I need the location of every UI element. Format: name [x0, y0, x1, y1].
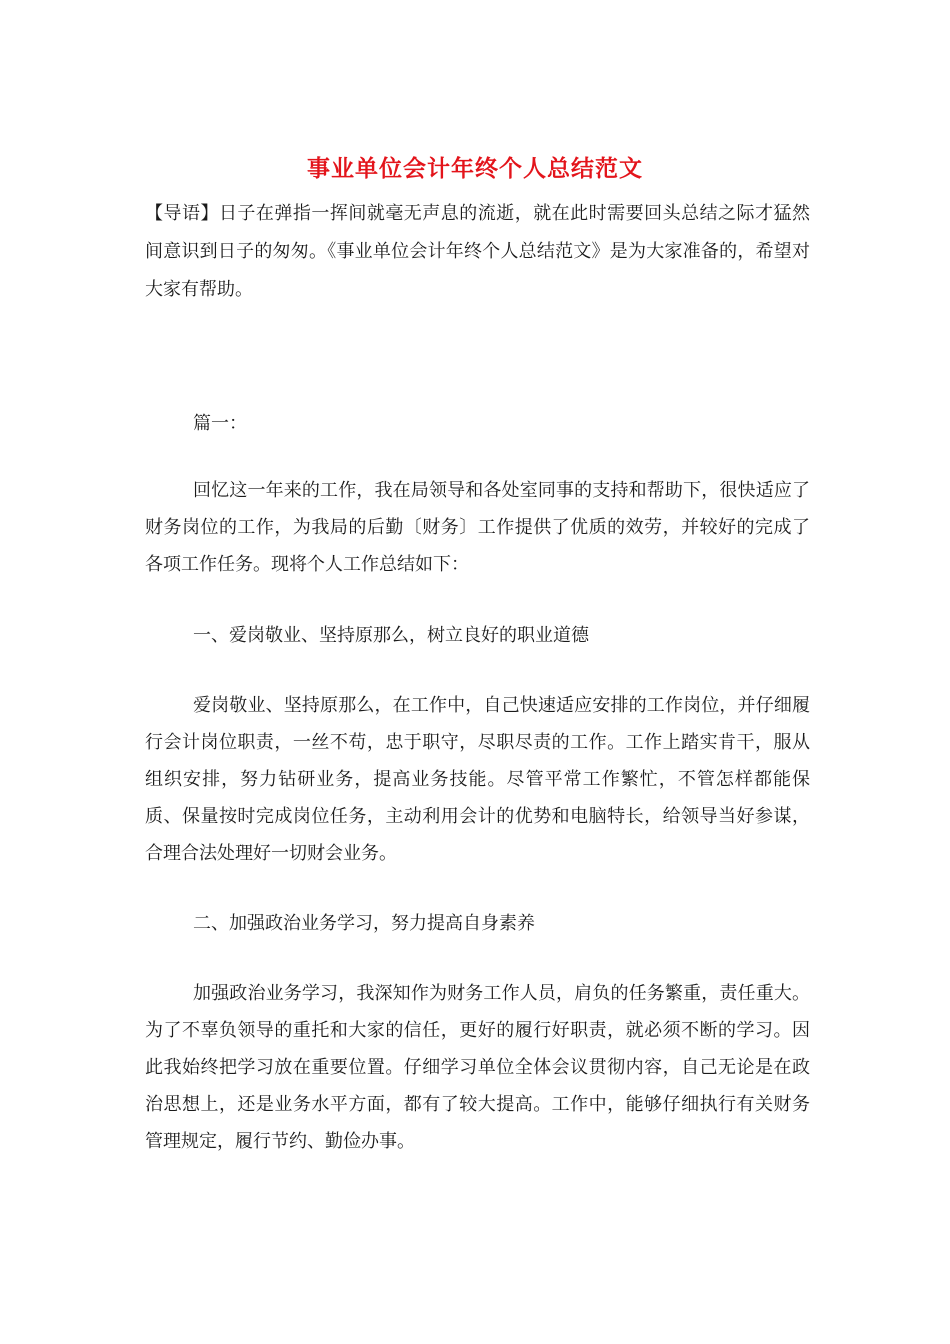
- opening-paragraph: 回忆这一年来的工作，我在局领导和各处室同事的支持和帮助下，很快适应了财务岗位的工作，为我局的后勤〔财务〕工作提供了优质的效劳，并较好的完成了各项工作任务。现将个人工作总结如下：: [145, 480, 810, 575]
- intro-paragraph: 【导语】日子在弹指一挥间就毫无声息的流逝，就在此时需要回头总结之际才猛然间意识到日子的匆匆。《事业单位会计年终个人总结范文》是为大家准备的，希望对大家有帮助。: [145, 203, 810, 300]
- section-2-heading: 二、加强政治业务学习，努力提高自身素养: [193, 913, 535, 934]
- part-label: 篇一：: [193, 413, 247, 434]
- section-1-heading: 一、爱岗敬业、坚持原那么，树立良好的职业道德: [193, 625, 589, 646]
- section-2-paragraph: 加强政治业务学习，我深知作为财务工作人员，肩负的任务繁重，责任重大。为了不辜负领导的重托和大家的信任，更好的履行好职责，就必须不断的学习。因此我始终把学习放在重要位置。仔细学习单位全体会议贯彻内容，自己无论是在政治思想上，还是业务水平方面，都有了较大提高。工作中，能够仔细执行有关财务管理规定，履行节约、勤俭办事。: [145, 983, 810, 1152]
- document-title: 事业单位会计年终个人总结范文: [307, 155, 643, 182]
- section-1-paragraph: 爱岗敬业、坚持原那么，在工作中，自己快速适应安排的工作岗位，并仔细履行会计岗位职责，一丝不苟，忠于职守，尽职尽责的工作。工作上踏实肯干，服从组织安排，努力钻研业务，提高业务技能。尽管平常工作繁忙，不管怎样都能保质、保量按时完成岗位任务，主动利用会计的优势和电脑特长，给领导当好参谋，合理合法处理好一切财会业务。: [145, 695, 810, 864]
